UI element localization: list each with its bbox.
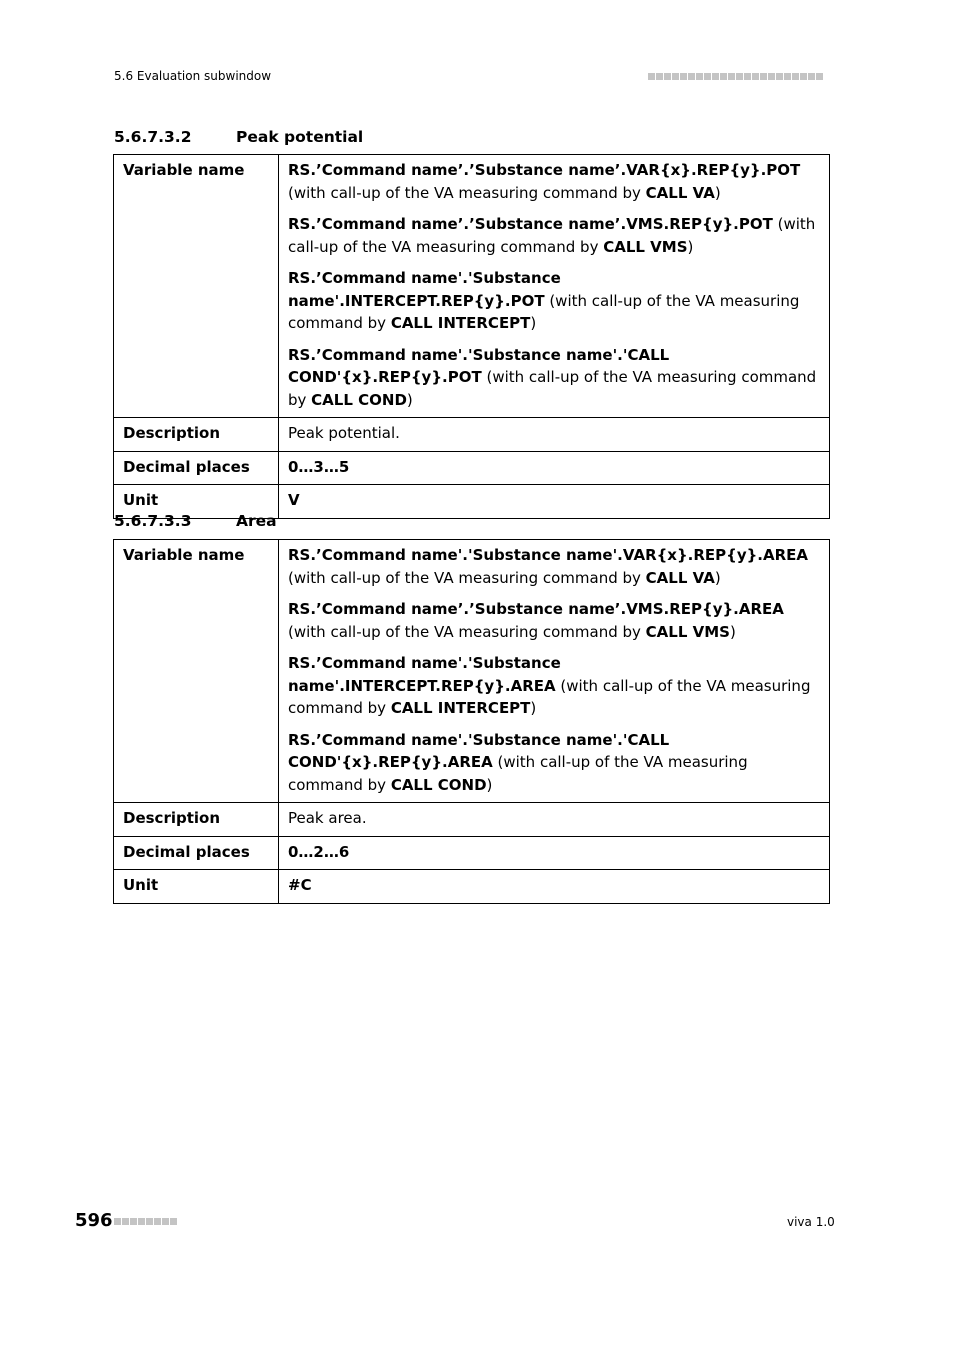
variable-command: CALL VMS <box>645 622 730 641</box>
unit-value: V <box>279 485 830 519</box>
header-decor-squares <box>648 73 823 80</box>
row-label: Variable name <box>114 540 279 803</box>
variable-note: (with call-up of the VA measuring command by <box>288 753 748 794</box>
table-row <box>114 870 830 904</box>
variable-note-end: ) <box>714 183 721 202</box>
variable-command: CALL VA <box>645 568 715 587</box>
description-value: Peak area. <box>279 803 830 837</box>
variable-name: RS.’Command name'.'Substance name'.INTERCEPT.REP{y}.AREA <box>288 654 561 695</box>
decimal-places-value: 0…2…6 <box>279 836 830 870</box>
variable-table <box>113 154 830 519</box>
row-label: Description <box>114 803 279 837</box>
variable-note: (with call-up of the VA measuring command by <box>288 676 811 717</box>
table-row <box>114 418 830 452</box>
table-row <box>114 155 830 418</box>
variable-note-end: ) <box>729 622 736 641</box>
variable-command: CALL COND <box>311 390 407 409</box>
variable-note: (with call-up of the VA measuring command by <box>288 183 646 202</box>
footer-decor-squares <box>114 1218 177 1225</box>
table-row <box>114 451 830 485</box>
variable-name: RS.’Command name'.'Substance name'.INTERCEPT.REP{y}.POT <box>288 269 561 310</box>
variable-note: (with call-up of the VA measuring command by <box>288 368 817 409</box>
section-title: Peak potential <box>236 128 364 146</box>
section-number: 5.6.7.3.3 <box>114 512 192 530</box>
table-row <box>114 836 830 870</box>
variable-note: (with call-up of the VA measuring command by <box>288 622 646 641</box>
variable-entry <box>288 159 820 204</box>
row-label: Variable name <box>114 155 279 418</box>
variable-name: RS.’Command name’.’Substance name’.VAR{x}.REP{y}.POT <box>288 161 801 179</box>
row-value <box>279 540 830 803</box>
decimal-places-value: 0…3…5 <box>279 451 830 485</box>
variable-note-end: ) <box>486 775 493 794</box>
product-version: viva 1.0 <box>787 1215 835 1229</box>
variable-command: CALL INTERCEPT <box>390 314 531 332</box>
variable-entry <box>288 267 820 335</box>
variable-command: CALL COND <box>390 775 487 794</box>
variable-entry <box>288 729 820 797</box>
row-label: Decimal places <box>114 451 279 485</box>
variable-note-end: ) <box>714 568 721 587</box>
variable-note: (with call-up of the VA measuring command by <box>288 568 646 587</box>
unit-value: #C <box>279 870 830 904</box>
row-label: Decimal places <box>114 836 279 870</box>
variable-note-end: ) <box>530 699 537 717</box>
variable-name: RS.’Command name’.’Substance name’.VMS.REP{y}.POT <box>288 215 773 233</box>
variable-note-end: ) <box>530 314 537 332</box>
variable-name: RS.’Command name'.'Substance name'.VAR{x}.REP{y}.AREA <box>288 546 808 564</box>
row-label: Unit <box>114 870 279 904</box>
section-heading <box>114 128 363 146</box>
table-row <box>114 803 830 837</box>
variable-note-end: ) <box>687 237 694 256</box>
variable-note-end: ) <box>406 390 413 409</box>
section-heading <box>114 512 277 530</box>
variable-entry <box>288 544 820 589</box>
variable-entry <box>288 344 820 412</box>
row-label: Description <box>114 418 279 452</box>
variable-name: RS.’Command name’.’Substance name’.VMS.REP{y}.AREA <box>288 600 784 618</box>
variable-command: CALL INTERCEPT <box>390 699 531 717</box>
table-row <box>114 540 830 803</box>
variable-entry <box>288 213 820 258</box>
variable-entry <box>288 652 820 720</box>
variable-name: RS.’Command name'.'Substance name'.'CALL COND'{x}.REP{y}.AREA <box>288 730 670 771</box>
variable-command: CALL VMS <box>603 237 688 256</box>
variable-table <box>113 539 830 904</box>
variable-note: (with call-up of the VA measuring command by <box>288 215 816 256</box>
row-value <box>279 155 830 418</box>
description-value: Peak potential. <box>279 418 830 452</box>
variable-note: (with call-up of the VA measuring command by <box>288 291 800 332</box>
row-label: Unit <box>114 485 279 519</box>
page-number: 596 <box>75 1210 113 1231</box>
variable-entry <box>288 598 820 643</box>
variable-name: RS.’Command name'.'Substance name'.'CALL COND'{x}.REP{y}.POT <box>288 345 670 386</box>
section-number: 5.6.7.3.2 <box>114 128 192 146</box>
variable-command: CALL VA <box>645 183 715 202</box>
section-title: Area <box>236 512 277 530</box>
page-header-section: 5.6 Evaluation subwindow <box>114 69 272 83</box>
